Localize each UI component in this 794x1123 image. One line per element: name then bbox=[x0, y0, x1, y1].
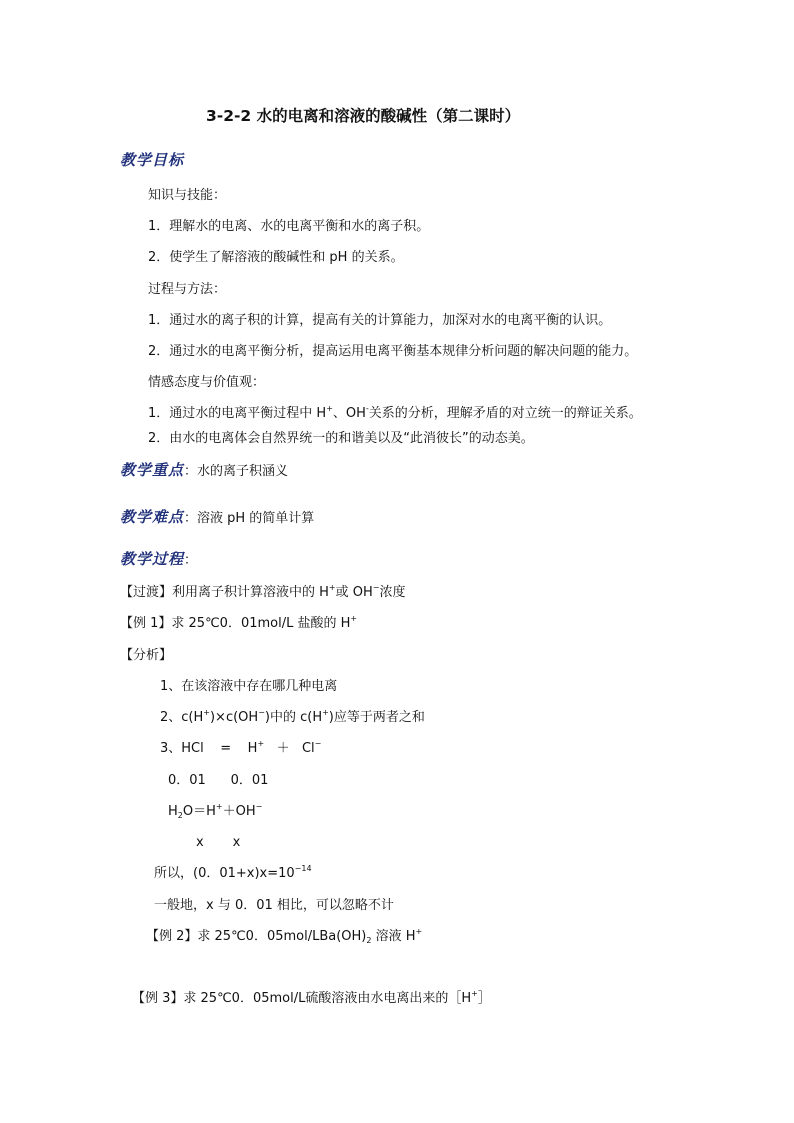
analysis-step-1: 1、在该溶液中存在哪几种电离 bbox=[160, 679, 338, 694]
process-item-1: 1．通过水的离子积的计算，提高有关的计算能力，加深对水的电离平衡的认识。 bbox=[148, 313, 612, 328]
generally-note: 一般地，x 与 0．01 相比，可以忽略不计 bbox=[154, 898, 394, 913]
process-item-2: 2．通过水的电离平衡分析，提高运用电离平衡基本规律分析问题的解决问题的能力。 bbox=[148, 344, 638, 359]
key-point-line bbox=[120, 461, 288, 481]
attitude-label: 情感态度与价值观： bbox=[148, 375, 266, 390]
example-1: 【例 1】求 25℃0．01mol/L 盐酸的 H+ bbox=[120, 614, 358, 631]
knowledge-item-2: 2．使学生了解溶液的酸碱性和 pH 的关系。 bbox=[148, 250, 404, 265]
key-point-heading: 教学重点 bbox=[120, 461, 185, 479]
process-heading: 教学过程 bbox=[120, 550, 185, 568]
document-title: 3-2-2 水的电离和溶液的酸碱性（第二课时） bbox=[206, 107, 521, 125]
difficulty-heading: 教学难点 bbox=[120, 508, 185, 526]
knowledge-label: 知识与技能： bbox=[148, 188, 227, 203]
water-ionization-equation: $H_2O=H^++OH^-$ bbox=[168, 802, 263, 820]
process-label: 过程与方法： bbox=[148, 282, 227, 297]
analysis-label: 【分析】 bbox=[120, 648, 173, 663]
analysis-step-3: 3、HCl = H+ ＋ Cl− bbox=[160, 739, 322, 756]
example-3: 【例 3】求 25℃0．05mol/L硫酸溶液由水电离出来的［H+］ bbox=[132, 989, 491, 1006]
analysis-step-2: 2、c(H+)×c(OH−)中的 c(H+)应等于两者之和 bbox=[160, 708, 425, 725]
x-line: x x bbox=[196, 835, 241, 850]
transition-line: 【过渡】利用离子积计算溶液中的 H+或 OH−浓度 bbox=[120, 583, 406, 600]
attitude-item-1: 1．通过水的电离平衡过程中 H+、OH-关系的分析，理解矛盾的对立统一的辩证关系。 bbox=[148, 404, 642, 421]
difficulty-line bbox=[120, 508, 314, 528]
process-heading-line: 教学过程： bbox=[120, 550, 198, 568]
difficulty-text: ：溶液 pH 的简单计算 bbox=[184, 511, 315, 526]
attitude-item-2: 2．由水的电离体会自然界统一的和谐美以及“此消彼长”的动态美。 bbox=[148, 431, 534, 446]
concentration-line: 0．01 0．01 bbox=[168, 773, 269, 788]
example-2: 【例 2】求 25℃0．$05mol/LBa(OH)_2$ 溶液 H+ bbox=[146, 927, 423, 945]
key-point-text: ：水的离子积涵义 bbox=[184, 464, 289, 479]
therefore-equation: 所以，(0．$01+x)x=10^{-14}$ bbox=[154, 864, 312, 881]
objectives-heading: 教学目标 bbox=[120, 151, 185, 169]
knowledge-item-1: 1．理解水的电离、水的电离平衡和水的离子积。 bbox=[148, 219, 430, 234]
